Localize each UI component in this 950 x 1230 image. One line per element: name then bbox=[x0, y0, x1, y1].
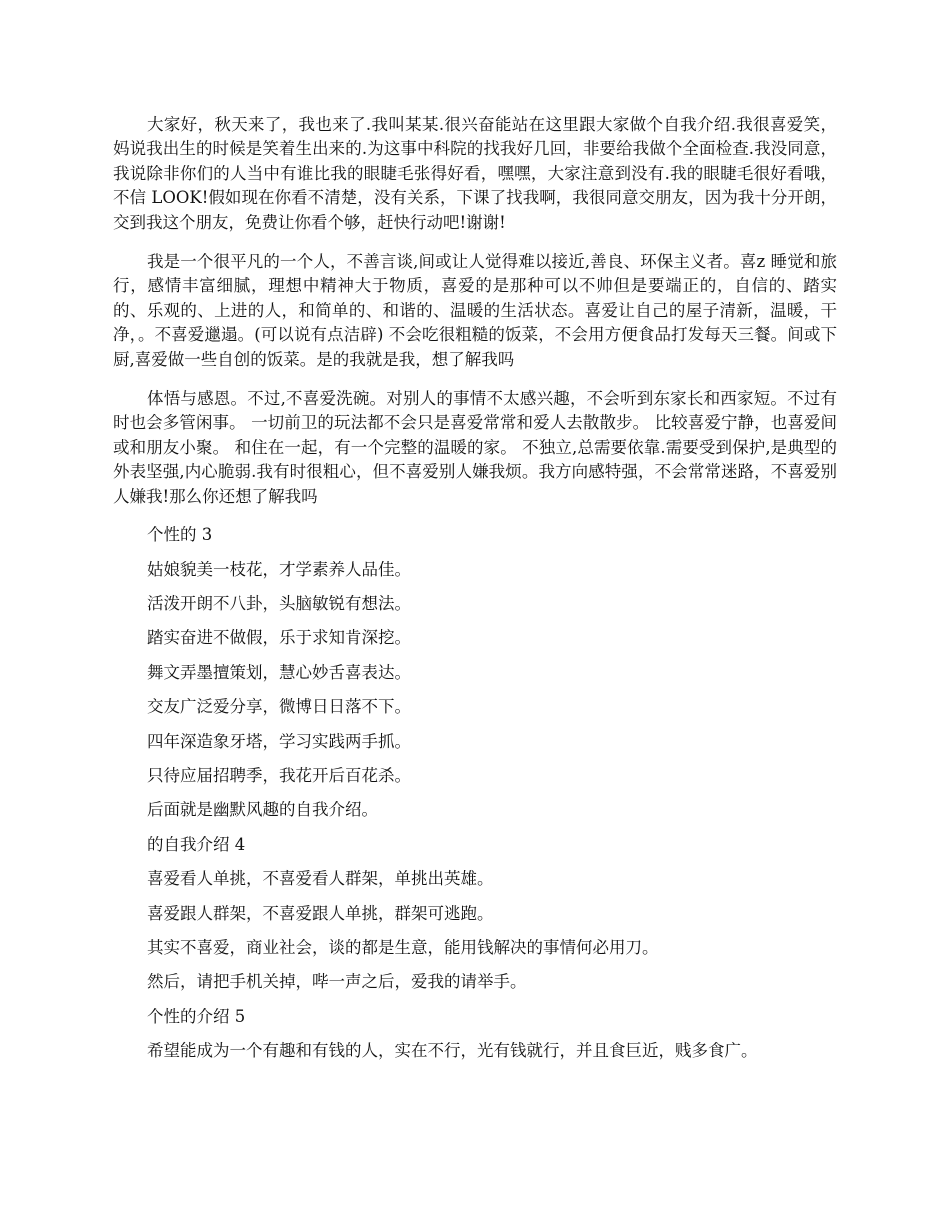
poem-line: 舞文弄墨擅策划，慧心妙舌喜表达。 bbox=[147, 662, 411, 682]
section-heading-5: 个性的介绍 5 bbox=[147, 1006, 246, 1026]
text-line: 希望能成为一个有趣和有钱的人，实在不行，光有钱就行，并且食巨近，贱多食广。 bbox=[147, 1041, 758, 1061]
text-line: 后面就是幽默风趣的自我介绍。 bbox=[147, 800, 378, 820]
text-line: 其实不喜爱，商业社会，谈的都是生意，能用钱解决的事情何必用刀。 bbox=[147, 937, 659, 957]
text-line: 然后，请把手机关掉，哔一声之后，爱我的请举手。 bbox=[147, 972, 527, 992]
section-heading-4: 的自我介绍 4 bbox=[147, 834, 246, 854]
poem-line: 姑娘貌美一枝花，才学素养人品佳。 bbox=[147, 559, 411, 579]
poem-line: 只待应届招聘季，我花开后百花杀。 bbox=[147, 765, 411, 785]
paragraph-gratitude: 体悟与感恩。不过,不喜爱洗碗。对别人的事情不太感兴趣，不会听到东家长和西家短。不过有时也会多管闲事。 一切前卫的玩法都不会只是喜爱常常和爱人去散散步。 比较喜爱宁静，也喜爱间或和朋友小聚。 和住在一起，有一个完整的温暖的家。 不独立,总需要依靠.需要受到保护,是典型的外表坚强,内心脆弱.我有时很粗心，但不喜爱别人嫌我烦。我方向感特强，不会常常迷路，不喜爱别人嫌我!那么你还想了解我吗 bbox=[113, 389, 837, 506]
text-line: 喜爱看人单挑，不喜爱看人群架，单挑出英雄。 bbox=[147, 869, 494, 889]
poem-line: 交友广泛爱分享，微博日日落不下。 bbox=[147, 697, 411, 717]
section-heading-3: 个性的 3 bbox=[147, 525, 213, 545]
poem-line: 踏实奋进不做假，乐于求知肯深挖。 bbox=[147, 628, 411, 648]
poem-line: 活泼开朗不八卦，头脑敏锐有想法。 bbox=[147, 593, 411, 613]
paragraph-personality: 我是一个很平凡的一个人，不善言谈,间或让人觉得难以接近,善良、环保主义者。喜z 睡觉和旅行，感情丰富细腻，理想中精神大于物质，喜爱的是那种可以不帅但是要端正的，自信的、踏实的、乐观的、上进的人，和简单的、和谐的、温暖的生活状态。喜爱让自己的屋子清新，温暖，干净，。不喜爱邋遢。(可以说有点洁辟) 不会吃很粗糙的饭菜，不会用方便食品打发每天三餐。间或下厨,喜爱做一些自创的饭菜。是的我就是我，想了解我吗 bbox=[113, 252, 837, 369]
paragraph-intro: 大家好，秋天来了，我也来了.我叫某某.很兴奋能站在这里跟大家做个自我介绍.我很喜爱笑，妈说我出生的时候是笑着生出来的.为这事中科院的找我好几回，非要给我做个全面检查.我没同意，我说除非你们的人当中有谁比我的眼睫毛张得好看，嘿嘿，大家注意到没有.我的眼睫毛很好看哦，不信 LOOK!假如现在你看不清楚，没有关系，下课了找我啊，我很同意交朋友，因为我十分开朗，交到我这个朋友，免费让你看个够，赶快行动吧!谢谢! bbox=[113, 115, 837, 232]
document-page bbox=[113, 113, 837, 1075]
text-line: 喜爱跟人群架，不喜爱跟人单挑，群架可逃跑。 bbox=[147, 903, 494, 923]
poem-line: 四年深造象牙塔，学习实践两手抓。 bbox=[147, 731, 411, 751]
